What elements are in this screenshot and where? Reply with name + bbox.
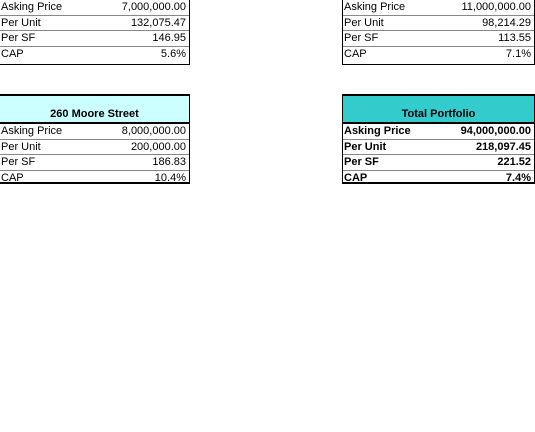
row-value: 5.6%	[160, 47, 186, 60]
cap-row	[0, 47, 189, 62]
row-value: 186.83	[152, 156, 186, 168]
row-value: 11,000,000.00	[461, 1, 531, 13]
row-label: Per SF	[344, 156, 379, 168]
row-label: Per Unit	[344, 16, 384, 29]
row-label: CAP	[344, 171, 368, 184]
row-label: Per SF	[1, 32, 36, 44]
per-unit-row	[0, 16, 189, 32]
row-value: 8,000,000.00	[121, 125, 186, 137]
property-summary-top-left	[0, 0, 190, 65]
row-value: 221.52	[497, 156, 531, 168]
cap-row	[0, 171, 189, 186]
row-label: Asking Price	[1, 1, 63, 13]
row-value: 200,000.00	[130, 140, 186, 153]
cap-row	[343, 171, 534, 186]
cap-row	[343, 47, 534, 62]
row-value: 7,000,000.00	[121, 1, 186, 13]
row-value: 7.1%	[505, 47, 531, 60]
row-label: Asking Price	[344, 1, 406, 13]
property-summary-top-right	[342, 0, 535, 65]
panel-title: Total Portfolio	[343, 96, 534, 124]
row-label: CAP	[1, 47, 24, 60]
per-sf-row	[0, 155, 189, 171]
row-label: CAP	[1, 171, 24, 184]
property-summary-260-moore-street	[0, 94, 190, 184]
property-summary-total-portfolio	[342, 94, 535, 184]
row-value: 132,075.47	[130, 16, 186, 29]
row-value: 146.95	[152, 32, 186, 44]
panel-title: 260 Moore Street	[0, 96, 189, 124]
row-label: Per Unit	[1, 140, 41, 153]
row-label: Asking Price	[1, 125, 63, 137]
per-sf-row	[343, 155, 534, 171]
per-unit-row	[343, 16, 534, 32]
row-value: 94,000,000.00	[460, 125, 531, 137]
row-label: Per Unit	[1, 16, 41, 29]
per-sf-row	[343, 31, 534, 47]
asking-price-row	[343, 0, 534, 16]
row-value: 7.4%	[505, 171, 531, 184]
row-value: 218,097.45	[475, 140, 531, 153]
row-label: CAP	[344, 47, 367, 60]
asking-price-row	[343, 124, 534, 140]
row-value: 98,214.29	[482, 16, 531, 29]
asking-price-row	[0, 0, 189, 16]
per-unit-row	[343, 140, 534, 156]
row-label: Per SF	[344, 32, 379, 44]
row-label: Per SF	[1, 156, 36, 168]
row-label: Per Unit	[344, 140, 387, 153]
per-sf-row	[0, 31, 189, 47]
row-label: Asking Price	[344, 125, 411, 137]
asking-price-row	[0, 124, 189, 140]
row-value: 10.4%	[154, 171, 186, 184]
row-value: 113.55	[498, 32, 531, 44]
per-unit-row	[0, 140, 189, 156]
